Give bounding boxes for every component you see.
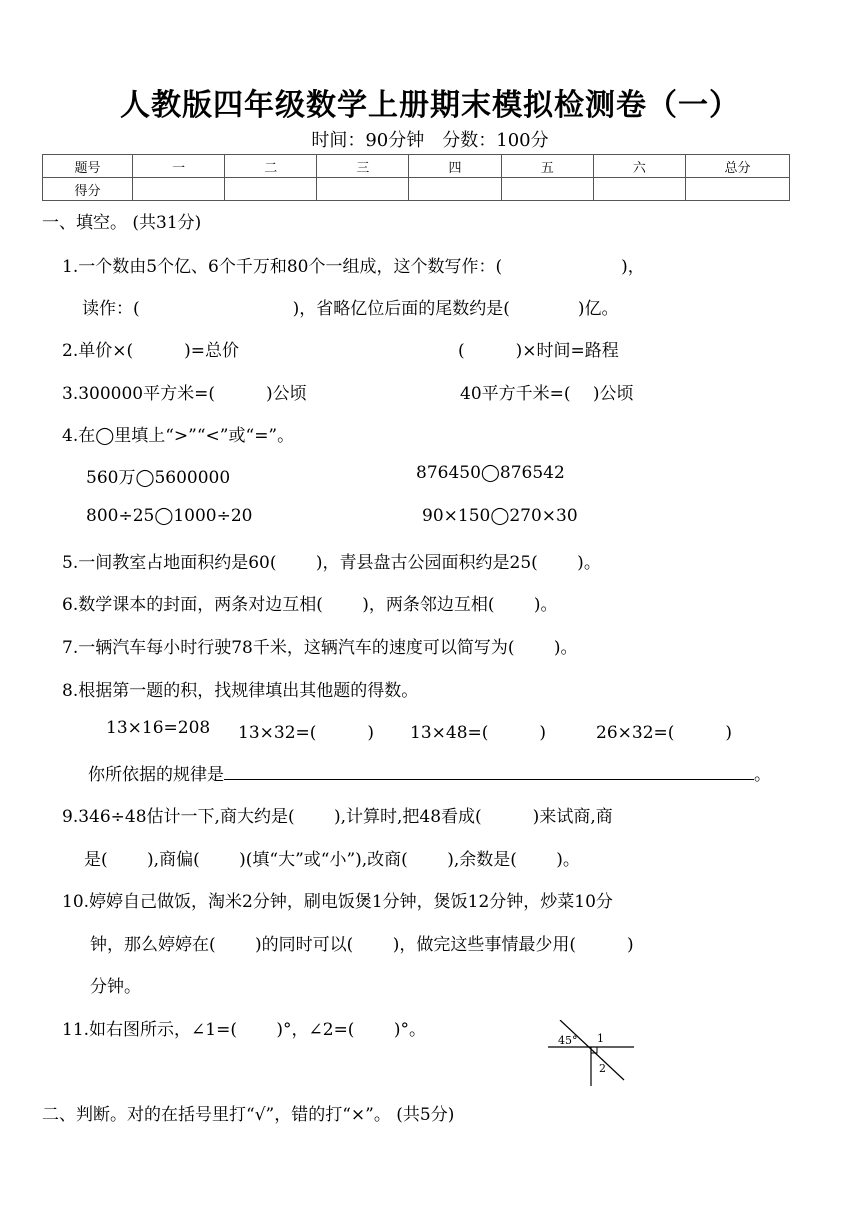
angle-2-label: 2	[599, 1062, 606, 1075]
question-10-line-2: 钟，那么婷婷在( )的同时可以( )，做完这些事情最少用( )	[90, 935, 634, 955]
score-table-score-row	[43, 178, 790, 201]
angle-45-label: 45°	[558, 1034, 578, 1047]
score-header-cell: 一	[133, 155, 225, 178]
score-header-cell: 三	[317, 155, 409, 178]
question-8-item-a: 13×16=208	[106, 718, 211, 738]
question-4: 4.在◯里填上“>”“<”或“=”。	[62, 426, 295, 446]
score-cell[interactable]	[686, 178, 790, 201]
score-cell[interactable]	[225, 178, 317, 201]
question-2-part-b: ( )×时间=路程	[458, 341, 619, 361]
question-1-line-1: 1.一个数由5个亿、6个千万和80个一组成，这个数写作：( )，	[62, 257, 645, 277]
score-header-cell: 四	[409, 155, 501, 178]
score-cell[interactable]	[593, 178, 685, 201]
question-4-item-d: 90×150◯270×30	[422, 506, 578, 526]
question-8-rule	[88, 760, 771, 785]
question-10-line-3: 分钟。	[90, 977, 141, 997]
score-cell[interactable]	[133, 178, 225, 201]
score-cell[interactable]	[409, 178, 501, 201]
question-8-item-c: 13×48=( )	[410, 723, 547, 743]
question-8: 8.根据第一题的积，找规律填出其他题的得数。	[62, 681, 419, 701]
question-11: 11.如右图所示，∠1=( )°，∠2=( )°。	[62, 1020, 426, 1040]
score-header-cell: 五	[501, 155, 593, 178]
question-8-item-b: 13×32=( )	[238, 723, 375, 743]
question-9-line-2: 是( ),商偏( )(填“大”或“小”),改商( ),余数是( )。	[84, 850, 580, 870]
question-7: 7.一辆汽车每小时行驶78千米，这辆汽车的速度可以简写为( )。	[62, 638, 578, 658]
section-heading-true-false: 二、判断。对的在括号里打“√”，错的打“×”。 (共5分)	[42, 1105, 455, 1125]
angle-1-label: 1	[597, 1032, 604, 1045]
diagonal-line	[560, 1020, 624, 1080]
question-6: 6.数学课本的封面，两条对边互相( )，两条邻边互相( )。	[62, 595, 558, 615]
question-3-part-b: 40平方千米=( )公顷	[460, 384, 634, 404]
question-4-item-a: 560万◯5600000	[86, 468, 231, 488]
question-8-item-d: 26×32=( )	[596, 723, 733, 743]
question-3-part-a: 3.300000平方米=( )公顷	[62, 384, 307, 404]
question-4-item-c: 800÷25◯1000÷20	[86, 506, 253, 526]
score-table	[42, 154, 790, 201]
score-table-header-row	[43, 155, 790, 178]
score-cell[interactable]	[501, 178, 593, 201]
rule-answer-line[interactable]	[224, 763, 754, 780]
score-header-cell: 总分	[686, 155, 790, 178]
question-1-line-2: 读作：( )，省略亿位后面的尾数约是( )亿。	[82, 299, 619, 319]
section-heading-fill-blank: 一、填空。 (共31分)	[42, 213, 202, 233]
score-header-cell: 二	[225, 155, 317, 178]
question-8-rule-label: 你所依据的规律是	[88, 765, 224, 785]
question-4-item-b: 876450◯876542	[416, 463, 565, 483]
question-10-line-1: 10.婷婷自己做饭，淘米2分钟，刷电饭煲1分钟，煲饭12分钟，炒菜10分	[62, 892, 613, 912]
score-cell[interactable]	[317, 178, 409, 201]
question-9-line-1: 9.346÷48估计一下,商大约是( ),计算时,把48看成( )来试商,商	[62, 807, 613, 827]
exam-info: 时间：90分钟 分数：100分	[311, 130, 549, 151]
page-title: 人教版四年级数学上册期末模拟检测卷（一）	[120, 88, 740, 123]
score-header-cell: 六	[593, 155, 685, 178]
score-row-label: 得分	[43, 178, 133, 201]
question-2-part-a: 2.单价×( )=总价	[62, 341, 239, 361]
score-header-cell: 题号	[43, 155, 133, 178]
question-5: 5.一间教室占地面积约是60( )，青县盘古公园面积约是25( )。	[62, 553, 601, 573]
question-8-rule-end: 。	[754, 765, 771, 785]
angle-figure	[546, 1020, 636, 1088]
